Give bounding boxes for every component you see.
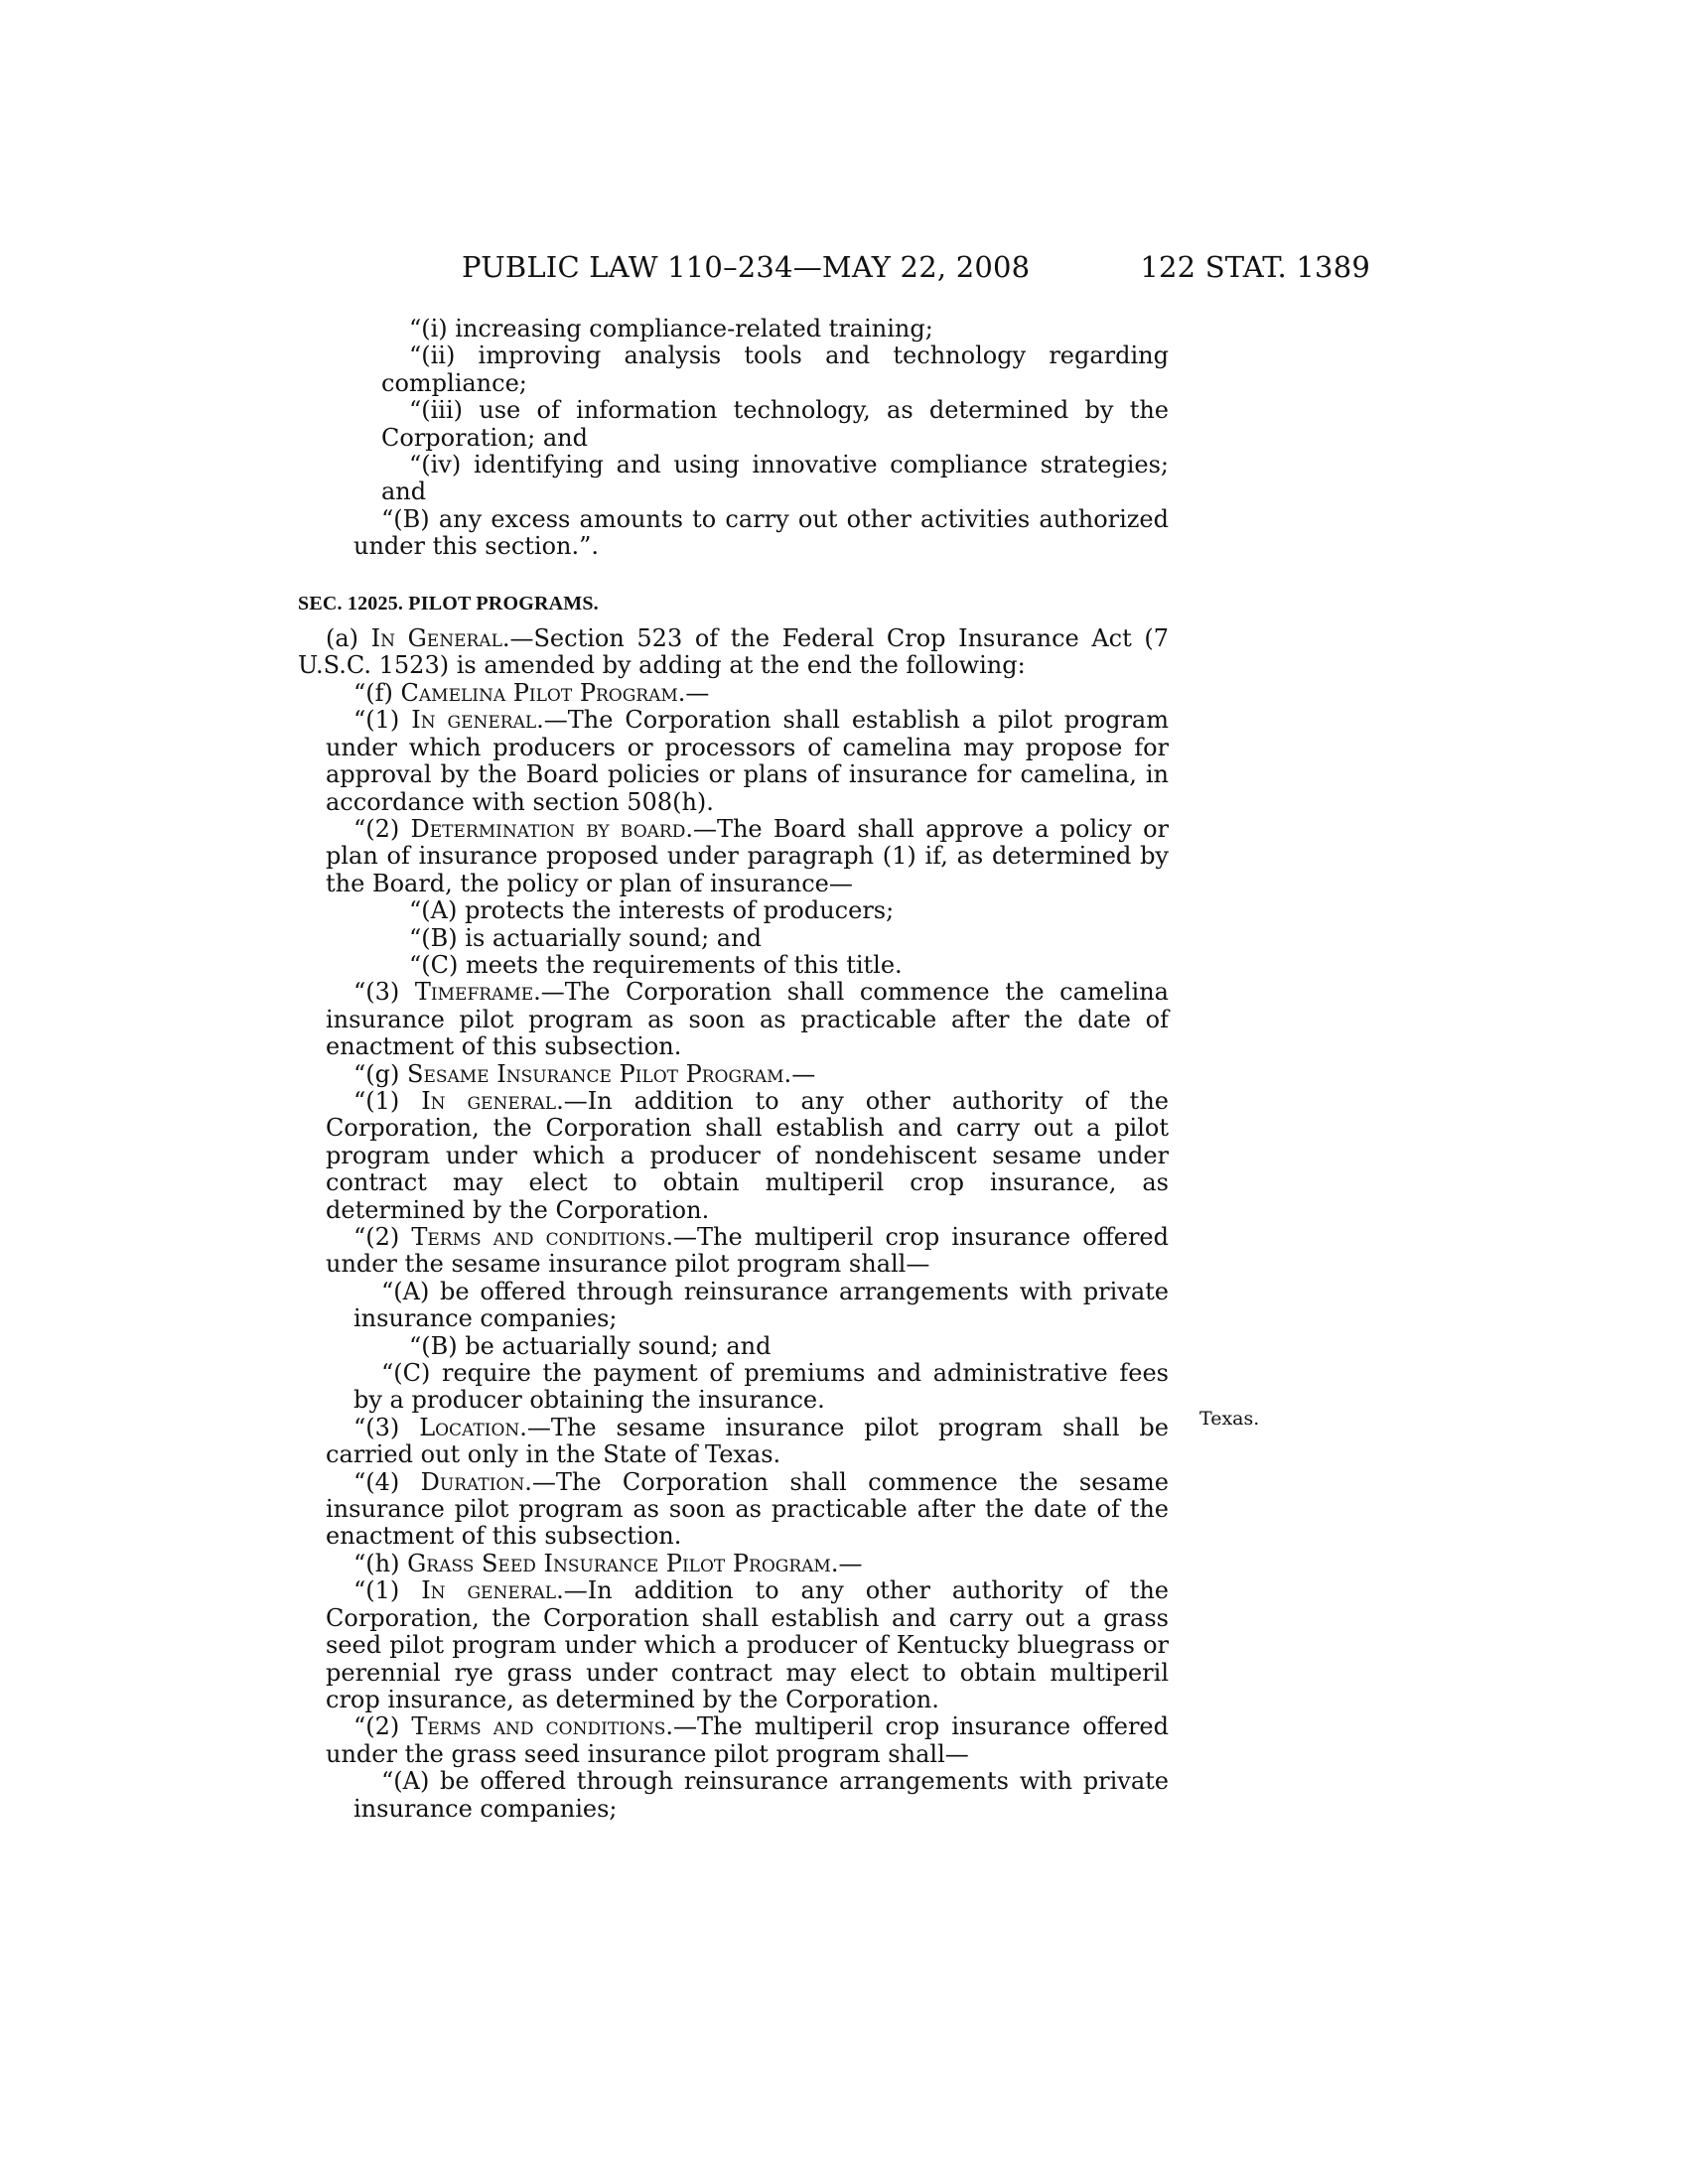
paragraph-heading: Determination by board. [410, 814, 693, 843]
section-heading: SEC. 12025. PILOT PROGRAMS. [298, 592, 599, 614]
paragraph: “(iv) identifying and using innovative compliance strategies; and [381, 451, 1169, 506]
subparagraph: “(C) require the payment of premiums and administrative fees by a producer obtaining the insurance. [353, 1359, 1169, 1415]
paragraph-text: —Section 523 of the Federal Crop Insurance Act (7 U.S.C. 1523) is amended by adding at the end the following: [298, 624, 1169, 680]
paragraph [298, 1415, 1169, 1469]
paragraph-heading: In general. [411, 706, 544, 735]
subparagraph: “(A) protects the interests of producers; [409, 896, 895, 925]
enum: “(1) [353, 1576, 422, 1605]
subparagraph: “(A) be offered through reinsurance arrangements with private insurance companies; [353, 1277, 1169, 1333]
subsection-heading: Sesame Insurance Pilot Program. [407, 1059, 792, 1088]
paragraph-text: —The Corporation shall establish a pilot program under which producers or processors of camelina may propose for approval by the Board policies or plans of insurance for camelina, in accordance with section 508(h). [326, 706, 1169, 816]
paragraph [298, 1469, 1169, 1551]
paragraph: “(B) any excess amounts to carry out other activities authorized under this section.”. [353, 504, 1169, 561]
paragraph [298, 1088, 1169, 1224]
subparagraph: “(C) meets the requirements of this title. [409, 950, 903, 979]
paragraph-heading: In general. [421, 1086, 564, 1115]
subsection-h [298, 1551, 1169, 1577]
paragraph: “(ii) improving analysis tools and technology regarding compliance; [381, 341, 1169, 397]
subsection-g [298, 1061, 1169, 1088]
paragraph-text: —The sesame insurance pilot program shall be carried out only in the State of Texas. [326, 1413, 1169, 1469]
enum: “(1) [353, 1086, 422, 1115]
enum: “(4) [353, 1467, 421, 1496]
paragraph-heading: Terms and conditions. [411, 1712, 673, 1741]
enum: “(2) [353, 1223, 412, 1251]
paragraph [298, 1224, 1169, 1279]
paragraph-text: —The Corporation shall commence the sesame insurance pilot program as soon as practicable after the date of the enactment of this subsection. [326, 1467, 1169, 1551]
paragraph [298, 816, 1169, 897]
paragraph-text: — [838, 1549, 863, 1577]
margin-note: Texas. [1199, 1408, 1260, 1430]
paragraph [298, 1577, 1169, 1713]
subsection-heading: Camelina Pilot Program. [400, 678, 686, 707]
paragraph-text: —The multiperil crop insurance offered under the sesame insurance pilot program shall— [326, 1223, 1169, 1279]
enum: “(2) [353, 1712, 412, 1741]
subparagraph: “(B) is actuarially sound; and [409, 923, 762, 952]
paragraph: “(i) increasing compliance-related training; [409, 315, 933, 342]
paragraph-heading: Terms and conditions. [411, 1223, 673, 1251]
paragraph-text: —In addition to any other authority of the Corporation, the Corporation shall establish and carry out a grass seed pilot program under which a producer of Kentucky bluegrass or perennial rye grass under contract may elect to obtain multiperil crop insurance, as determined by the Corporation. [326, 1576, 1169, 1713]
paragraph-text: — [685, 678, 710, 707]
paragraph-heading: In General. [370, 624, 510, 653]
paragraph-text: —The Board shall approve a policy or plan of insurance proposed under paragraph (1) if, as determined by the Board, the policy or plan of insurance— [326, 814, 1169, 897]
subparagraph: “(A) be offered through reinsurance arrangements with private insurance companies; [353, 1767, 1169, 1823]
paragraph [298, 1713, 1169, 1768]
enum: “(h) [353, 1549, 408, 1577]
paragraph-text: —The Corporation shall commence the camelina insurance pilot program as soon as practicable after the date of enactment of this subsection. [326, 978, 1169, 1061]
enum: “(g) [353, 1059, 407, 1088]
paragraph-heading: Duration. [420, 1467, 532, 1496]
subparagraph: “(B) be actuarially sound; and [409, 1331, 772, 1360]
paragraph-heading: Location. [419, 1413, 527, 1441]
paragraph-text: — [791, 1059, 816, 1088]
paragraph [298, 707, 1169, 816]
paragraph-text: —In addition to any other authority of the Corporation, the Corporation shall establish and carry out a pilot program under which a producer of nondehiscent sesame under contract may elect to obtain multiperil crop insurance, as determined by the Corporation. [326, 1086, 1169, 1224]
paragraph [298, 979, 1169, 1060]
paragraph-heading: Timeframe. [414, 978, 541, 1007]
paragraph: “(iii) use of information technology, as determined by the Corporation; and [381, 396, 1169, 452]
enum: “(f) [353, 678, 401, 707]
enum: “(1) [353, 706, 412, 735]
document-body [298, 316, 1169, 1823]
paragraph-a [298, 625, 1169, 680]
paragraph-text: —The multiperil crop insurance offered under the grass seed insurance pilot program shall— [326, 1712, 1169, 1768]
header-law-citation: PUBLIC LAW 110–234—MAY 22, 2008 [462, 250, 1031, 284]
header-stat-page: 122 STAT. 1389 [1140, 250, 1370, 284]
enum: (a) [326, 624, 371, 653]
subsection-f [298, 680, 1169, 707]
enum: “(3) [353, 1413, 420, 1441]
paragraph-heading: In general. [421, 1576, 564, 1605]
page-header [447, 250, 1370, 290]
subsection-heading: Grass Seed Insurance Pilot Program. [407, 1549, 839, 1577]
enum: “(3) [353, 978, 415, 1007]
enum: “(2) [353, 814, 411, 843]
